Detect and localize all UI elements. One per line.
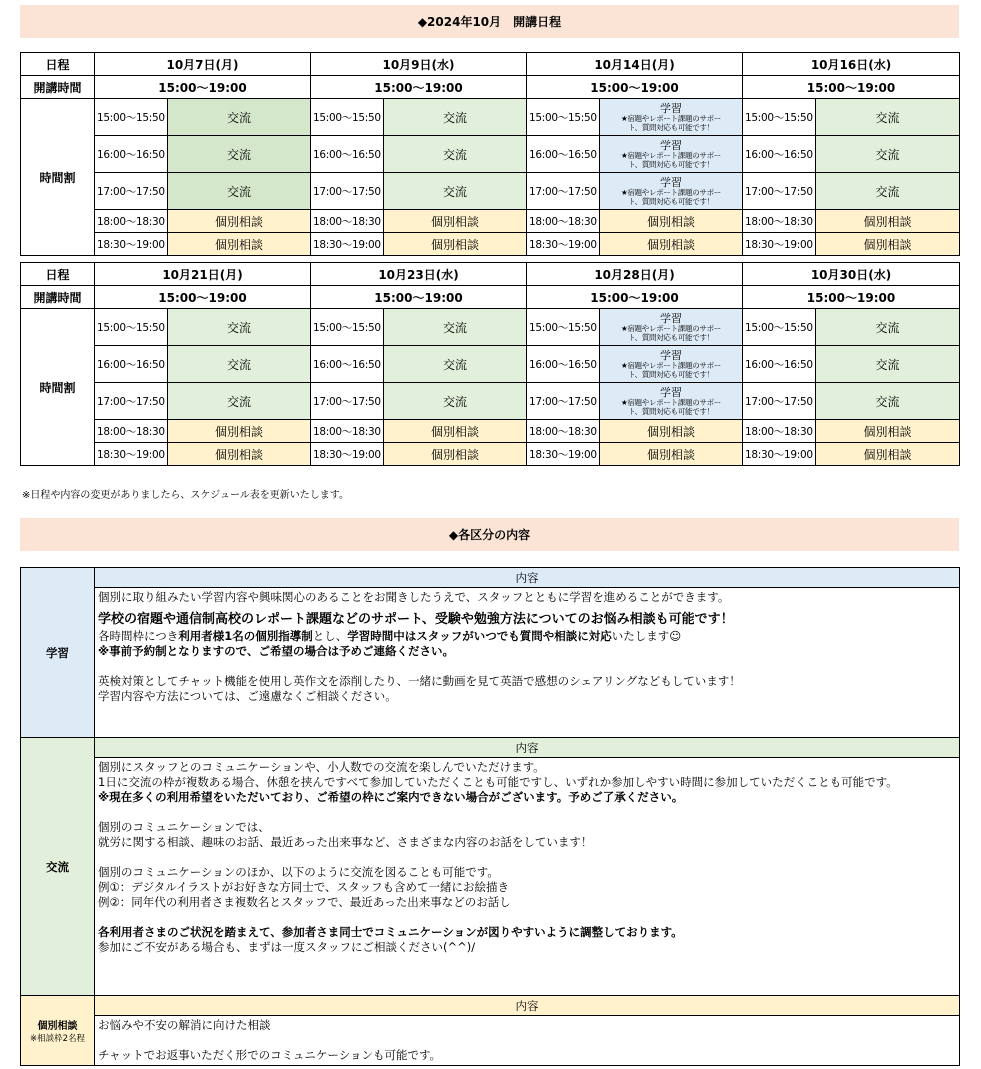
- koryu-cell: 交流: [384, 346, 527, 383]
- kobetsu-cell: 個別相談: [168, 420, 311, 443]
- kobetsu-cell: 個別相談: [816, 210, 960, 233]
- time-slot: 15:00〜15:50: [311, 99, 384, 136]
- schedule-table-week2: [20, 262, 960, 466]
- time-slot: 15:00〜15:50: [743, 99, 816, 136]
- schedule-table-week1: [20, 52, 960, 256]
- time-slot: 17:00〜17:50: [95, 383, 168, 420]
- kobetsu-cell: 個別相談: [816, 233, 960, 256]
- date-label: 日程: [21, 263, 95, 286]
- koryu-cell: 交流: [384, 136, 527, 173]
- time-slot: 17:00〜17:50: [527, 173, 600, 210]
- hours-cell: 15:00〜19:00: [311, 76, 527, 99]
- kobetsu-cell: 個別相談: [816, 420, 960, 443]
- kobetsu-cell: 個別相談: [384, 443, 527, 466]
- kobetsu-cell: 個別相談: [816, 443, 960, 466]
- koryu-cell: 交流: [816, 383, 960, 420]
- time-slot: 18:00〜18:30: [95, 420, 168, 443]
- schedule-note: ※日程や内容の変更がありましたら、スケジュール表を更新いたします。: [22, 490, 349, 501]
- time-slot: 16:00〜16:50: [527, 346, 600, 383]
- time-slot: 18:30〜19:00: [95, 233, 168, 256]
- kobetsu-cell: 個別相談: [384, 210, 527, 233]
- time-slot: 15:00〜15:50: [527, 99, 600, 136]
- kobetsu-cell: 個別相談: [168, 233, 311, 256]
- day-header: 10月23日(水): [311, 263, 527, 286]
- time-slot: 15:00〜15:50: [527, 309, 600, 346]
- day-header: 10月16日(水): [743, 53, 960, 76]
- hours-cell: 15:00〜19:00: [527, 286, 743, 309]
- timetable-label: 時間割: [21, 309, 95, 466]
- koryu-cell: 交流: [384, 383, 527, 420]
- time-slot: 18:30〜19:00: [95, 443, 168, 466]
- content-header: 内容: [95, 996, 960, 1016]
- time-slot: 16:00〜16:50: [311, 346, 384, 383]
- time-slot: 17:00〜17:50: [743, 383, 816, 420]
- hours-label: 開講時間: [21, 76, 95, 99]
- koryu-cell: 交流: [168, 309, 311, 346]
- koryu-cell: 交流: [168, 383, 311, 420]
- koryu-cell: 交流: [384, 309, 527, 346]
- kobetsu-cell: 個別相談: [600, 443, 743, 466]
- kobetsu-cell: 個別相談: [384, 420, 527, 443]
- koryu-cell: 交流: [384, 173, 527, 210]
- time-slot: 18:00〜18:30: [527, 420, 600, 443]
- day-header: 10月14日(月): [527, 53, 743, 76]
- koryu-cell: 交流: [168, 136, 311, 173]
- time-slot: 18:00〜18:30: [743, 210, 816, 233]
- hours-label: 開講時間: [21, 286, 95, 309]
- time-slot: 18:30〜19:00: [527, 443, 600, 466]
- date-label: 日程: [21, 53, 95, 76]
- koryu-cell: 交流: [816, 309, 960, 346]
- gakushu-cell: 学習 ★宿題やレポート課題のサポー ト、質問対応も可能です！: [600, 309, 743, 346]
- time-slot: 15:00〜15:50: [743, 309, 816, 346]
- koryu-cell: 交流: [816, 136, 960, 173]
- time-slot: 16:00〜16:50: [95, 136, 168, 173]
- time-slot: 18:00〜18:30: [743, 420, 816, 443]
- content-table: [20, 567, 960, 1066]
- gakushu-cell: 学習 ★宿題やレポート課題のサポー ト、質問対応も可能です！: [600, 383, 743, 420]
- time-slot: 18:00〜18:30: [527, 210, 600, 233]
- day-header: 10月21日(月): [95, 263, 311, 286]
- koryu-section-body: 個別にスタッフとのコミュニケーションや、小人数での交流を楽しんでいただけます。 1日に交流の枠が複数ある場合、休憩を挟んですべて参加していただくことも可能ですし、いずれか参加しやすい時間に参加していただくことも可能です。 ※現在多くの利用希望をいただいており、ご希望の枠にご案内できない場合がございます。予めご了承ください。 個別のコミュニケーションでは、 就労に関する相談、趣味のお話、最近あった出来事など、さまざまな内容のお話をしています！ 個別のコミュニケーションのほか、以下のように交流を図ることも可能です。 例①：デジタルイラストがお好きな方同士で、スタッフも含めて一緒にお絵描き 例②：同年代の利用者さま複数名とスタッフで、最近あった出来事などのお話し 各利用者さまのご状況を踏まえて、参加者さま同士でコミュニケーションが図りやすいように調整しております。 参加にご不安がある場合も、まずは一度スタッフにご相談ください(^^)/: [95, 758, 960, 996]
- time-slot: 16:00〜16:50: [743, 346, 816, 383]
- koryu-section-label: 交流: [21, 738, 95, 996]
- kobetsu-section-label: 個別相談 ※相談枠2名程: [21, 996, 95, 1066]
- day-header: 10月28日(月): [527, 263, 743, 286]
- schedule-banner: ◆2024年10月 開講日程: [20, 5, 959, 38]
- time-slot: 16:00〜16:50: [95, 346, 168, 383]
- time-slot: 15:00〜15:50: [95, 309, 168, 346]
- day-header: 10月9日(水): [311, 53, 527, 76]
- kobetsu-cell: 個別相談: [384, 233, 527, 256]
- kobetsu-cell: 個別相談: [600, 420, 743, 443]
- hours-cell: 15:00〜19:00: [311, 286, 527, 309]
- gakushu-section-body: 個別に取り組みたい学習内容や興味関心のあることをお聞きしたうえで、スタッフとともに学習を進めることができます。 学校の宿題や通信制高校のレポート課題などのサポート、受験や勉強方法についてのお悩み相談も可能です！ 各時間枠につき利用者様1名の個別指導制とし、学習時間中はスタッフがいつでも質問や相談に対応いたします☺ ※事前予約制となりますので、ご希望の場合は予めご連絡ください。 英検対策としてチャット機能を使用し英作文を添削したり、一緒に動画を見て英語で感想のシェアリングなどもしています！ 学習内容や方法については、ご遠慮なくご相談ください。: [95, 588, 960, 738]
- koryu-cell: 交流: [384, 99, 527, 136]
- gakushu-cell: 学習 ★宿題やレポート課題のサポー ト、質問対応も可能です！: [600, 173, 743, 210]
- gakushu-cell: 学習 ★宿題やレポート課題のサポー ト、質問対応も可能です！: [600, 346, 743, 383]
- time-slot: 18:00〜18:30: [311, 420, 384, 443]
- time-slot: 18:30〜19:00: [311, 233, 384, 256]
- day-header: 10月30日(水): [743, 263, 960, 286]
- time-slot: 18:30〜19:00: [743, 233, 816, 256]
- hours-cell: 15:00〜19:00: [95, 286, 311, 309]
- time-slot: 15:00〜15:50: [311, 309, 384, 346]
- time-slot: 16:00〜16:50: [311, 136, 384, 173]
- hours-cell: 15:00〜19:00: [527, 76, 743, 99]
- time-slot: 17:00〜17:50: [311, 383, 384, 420]
- kobetsu-cell: 個別相談: [600, 233, 743, 256]
- gakushu-cell: 学習 ★宿題やレポート課題のサポー ト、質問対応も可能です！: [600, 136, 743, 173]
- time-slot: 18:00〜18:30: [311, 210, 384, 233]
- content-header: 内容: [95, 738, 960, 758]
- koryu-cell: 交流: [168, 346, 311, 383]
- time-slot: 18:00〜18:30: [95, 210, 168, 233]
- day-header: 10月7日(月): [95, 53, 311, 76]
- time-slot: 17:00〜17:50: [527, 383, 600, 420]
- time-slot: 18:30〜19:00: [743, 443, 816, 466]
- kobetsu-section-body: お悩みや不安の解消に向けた相談 チャットでお返事いただく形でのコミュニケーションも可能です。: [95, 1016, 960, 1066]
- time-slot: 17:00〜17:50: [743, 173, 816, 210]
- koryu-cell: 交流: [816, 173, 960, 210]
- time-slot: 16:00〜16:50: [743, 136, 816, 173]
- time-slot: 17:00〜17:50: [95, 173, 168, 210]
- koryu-cell: 交流: [816, 99, 960, 136]
- time-slot: 17:00〜17:50: [311, 173, 384, 210]
- kobetsu-cell: 個別相談: [600, 210, 743, 233]
- koryu-cell: 交流: [816, 346, 960, 383]
- hours-cell: 15:00〜19:00: [95, 76, 311, 99]
- time-slot: 18:30〜19:00: [311, 443, 384, 466]
- time-slot: 15:00〜15:50: [95, 99, 168, 136]
- time-slot: 18:30〜19:00: [527, 233, 600, 256]
- koryu-cell: 交流: [168, 173, 311, 210]
- hours-cell: 15:00〜19:00: [743, 76, 960, 99]
- content-banner: ◆各区分の内容: [20, 518, 959, 551]
- hours-cell: 15:00〜19:00: [743, 286, 960, 309]
- kobetsu-cell: 個別相談: [168, 210, 311, 233]
- time-slot: 16:00〜16:50: [527, 136, 600, 173]
- timetable-label: 時間割: [21, 99, 95, 256]
- koryu-cell: 交流: [168, 99, 311, 136]
- gakushu-cell: 学習 ★宿題やレポート課題のサポー ト、質問対応も可能です！: [600, 99, 743, 136]
- gakushu-section-label: 学習: [21, 568, 95, 738]
- content-header: 内容: [95, 568, 960, 588]
- kobetsu-cell: 個別相談: [168, 443, 311, 466]
